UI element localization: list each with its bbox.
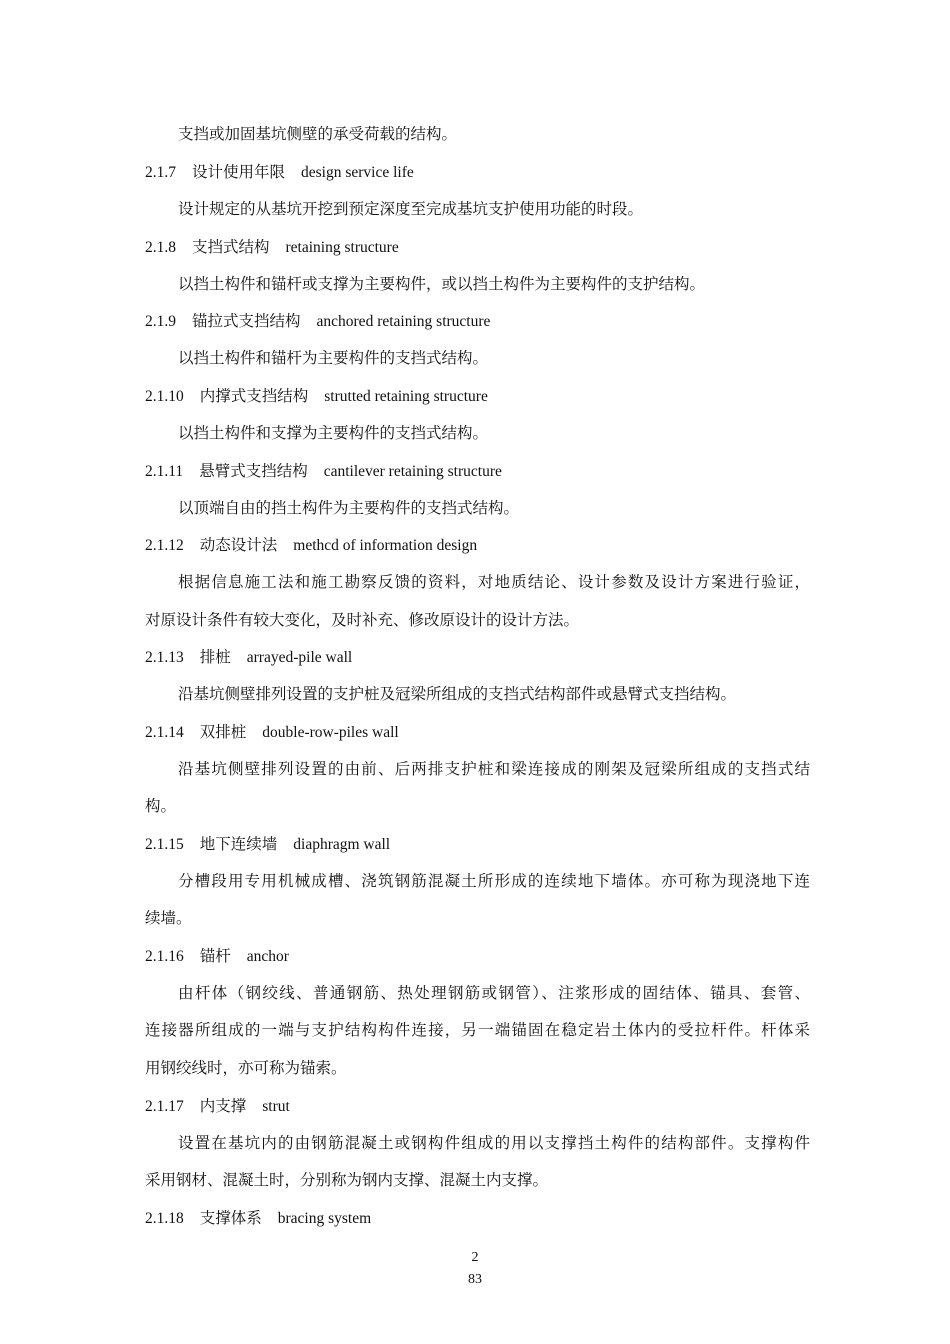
term-chinese: 支撑体系 [199, 1209, 262, 1227]
term-number: 2.1.16 [145, 948, 184, 965]
definition-text: 沿基坑侧壁排列设置的支护桩及冠梁所组成的支挡式结构部件或悬臂式支挡结构。 [178, 685, 737, 703]
term-chinese: 悬臂式支挡结构 [199, 462, 308, 480]
definition-text: 由杆体（钢绞线、普通钢筋、热处理钢筋或钢管）、注浆形成的固结体、锚具、套管、 [178, 984, 810, 1002]
term-chinese: 双排桩 [199, 723, 247, 741]
term-heading [145, 834, 810, 855]
definition-text: 用钢绞线时，亦可称为锚索。 [145, 1059, 347, 1077]
definition-text: 设置在基坑内的由钢筋混凝土或钢构件组成的用以支撑挡土构件的结构部件。支撑构件 [178, 1134, 810, 1152]
definition-text: 续墙。 [145, 909, 192, 927]
term-english: design service life [301, 164, 414, 181]
term-chinese: 地下连续墙 [199, 835, 278, 853]
term-heading [145, 237, 810, 258]
term-number: 2.1.11 [145, 463, 184, 480]
definition-text: 以挡土构件和支撑为主要构件的支挡式结构。 [178, 424, 489, 442]
term-heading [145, 386, 810, 407]
definition-text: 沿基坑侧壁排列设置的由前、后两排支护桩和梁连接成的刚架及冠梁所组成的支挡式结 [178, 760, 810, 778]
term-number: 2.1.13 [145, 649, 184, 666]
term-heading [145, 1096, 810, 1117]
term-number: 2.1.17 [145, 1098, 184, 1115]
term-english: diaphragm wall [293, 836, 391, 853]
definition-text: 对原设计条件有较大变化，及时补充、修改原设计的设计方法。 [145, 611, 580, 629]
term-number: 2.1.10 [145, 388, 184, 405]
definition-text: 以挡土构件和锚杆或支撑为主要构件，或以挡土构件为主要构件的支护结构。 [178, 275, 706, 293]
term-number: 2.1.12 [145, 537, 184, 554]
page-number: 2 [471, 1250, 479, 1265]
term-heading [145, 647, 810, 668]
term-heading [145, 1208, 810, 1229]
term-number: 2.1.14 [145, 724, 184, 741]
term-number: 2.1.18 [145, 1210, 184, 1227]
definition-text: 支挡或加固基坑侧壁的承受荷载的结构。 [178, 125, 458, 143]
term-number: 2.1.15 [145, 836, 184, 853]
page-number-total: 83 [468, 1272, 482, 1287]
term-chinese: 内支撑 [199, 1097, 247, 1115]
term-english: anchored retaining structure [316, 313, 491, 330]
term-english: arrayed-pile wall [246, 649, 353, 666]
definition-text: 连接器所组成的一端与支护结构构件连接，另一端锚固在稳定岩土体内的受拉杆件。杆体采 [145, 1021, 810, 1039]
term-heading [145, 946, 810, 967]
definition-text: 构。 [145, 797, 177, 815]
definition-text: 设计规定的从基坑开挖到预定深度至完成基坑支护使用功能的时段。 [178, 200, 644, 218]
term-chinese: 排桩 [199, 648, 231, 666]
term-heading [145, 722, 810, 743]
term-english: strutted retaining structure [324, 388, 488, 405]
definition-text: 采用钢材、混凝土时，分别称为钢内支撑、混凝土内支撑。 [145, 1171, 549, 1189]
term-english: cantilever retaining structure [323, 463, 502, 480]
term-heading [145, 311, 810, 332]
definition-text: 以顶端自由的挡土构件为主要构件的支挡式结构。 [178, 499, 520, 517]
term-heading [145, 535, 810, 556]
term-chinese: 动态设计法 [199, 536, 278, 554]
term-english: anchor [246, 948, 289, 965]
term-chinese: 内撑式支挡结构 [199, 387, 309, 405]
term-chinese: 锚杆 [199, 947, 231, 965]
term-chinese: 支挡式结构 [192, 238, 270, 256]
term-number: 2.1.9 [145, 313, 176, 330]
term-chinese: 设计使用年限 [192, 163, 286, 181]
term-heading [145, 162, 810, 183]
term-english: retaining structure [285, 239, 399, 256]
term-number: 2.1.7 [145, 164, 176, 181]
definition-text: 分槽段用专用机械成槽、浇筑钢筋混凝土所形成的连续地下墙体。亦可称为现浇地下连 [178, 872, 810, 890]
term-heading [145, 461, 810, 482]
term-chinese: 锚拉式支挡结构 [192, 312, 301, 330]
definition-text: 根据信息施工法和施工勘察反馈的资料，对地质结论、设计参数及设计方案进行验证， [178, 573, 810, 591]
term-english: strut [262, 1098, 290, 1115]
term-english: methcd of information design [293, 537, 478, 554]
definition-text: 以挡土构件和锚杆为主要构件的支挡式结构。 [178, 349, 489, 367]
term-number: 2.1.8 [145, 239, 176, 256]
term-english: double-row-piles wall [262, 724, 399, 741]
term-english: bracing system [277, 1210, 372, 1227]
